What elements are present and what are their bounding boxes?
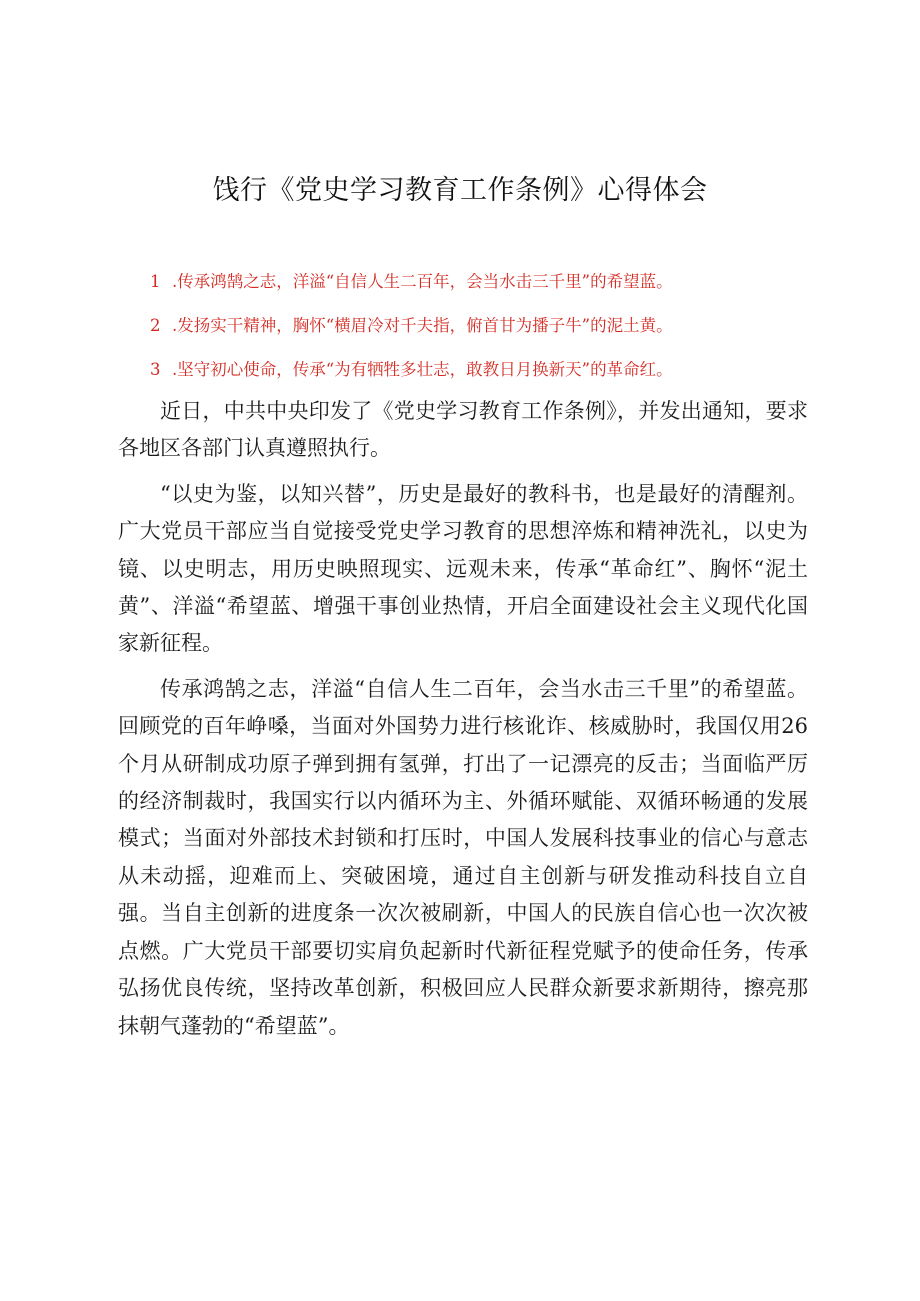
outline-item-1 [150,268,870,312]
outline-number: 2 [150,316,161,335]
outline-text: .传承鸿鹄之志，洋溢“自信人生二百年，会当水击三千里”的希望蓝。 [172,272,673,291]
outline-item-2 [150,312,870,356]
outline-text: .发扬实干精神，胸怀“横眉冷对千夫指，俯首甘为播子牛”的泥土黄。 [172,316,673,335]
outline-list [150,268,870,400]
paragraph-3: 传承鸿鹄之志，洋溢“自信人生二百年，会当水击三千里”的希望蓝。回顾党的百年峥嗓，当面对外国势力进行核讹诈、核威胁时，我国仅用26个月从研制成功原子弹到拥有氢弹，打出了一记漂亮的反击；当面临严厉的经济制裁时，我国实行以内循环为主、外循环赋能、双循环畅通的发展模式；当面对外部技术封锁和打压时，中国人发展科技事业的信心与意志从未动摇，迎难而上、突破困境，通过自主创新与研发推动科技自立自强。当自主创新的进度条一次次被刷新，中国人的民族自信心也一次次被点燃。广大党员干部要切实肩负起新时代新征程党赋予的使命任务，传承弘扬优良传统，坚持改革创新，积极回应人民群众新要求新期待，擦亮那抹朝气蓬勃的“希望蓝”。 [118,676,808,1038]
outline-number: 3 [150,360,161,379]
document-title: 饯行《党史学习教育工作条例》心得体会 [212,175,708,206]
outline-text: .坚守初心使命，传承“为有牺牲多壮志，敢教日月换新天”的革命红。 [172,360,673,379]
outline-number: 1 [150,272,161,291]
paragraph-1: 近日，中共中央印发了《党史学习教育工作条例》，并发出通知，要求各地区各部门认真遵照执行。 [118,399,808,461]
document-body [118,393,808,1053]
paragraph-2: “以史为鉴，以知兴替”，历史是最好的教科书，也是最好的清醒剂。广大党员干部应当自觉接受党史学习教育的思想淬炼和精神洗礼，以史为镜、以史明志，用历史映照现实、远观未来，传承“革命红”、胸怀“泥土黄”、洋溢“希望蓝、增强干事创业热情，开启全面建设社会主义现代化国家新征程。 [118,481,808,656]
